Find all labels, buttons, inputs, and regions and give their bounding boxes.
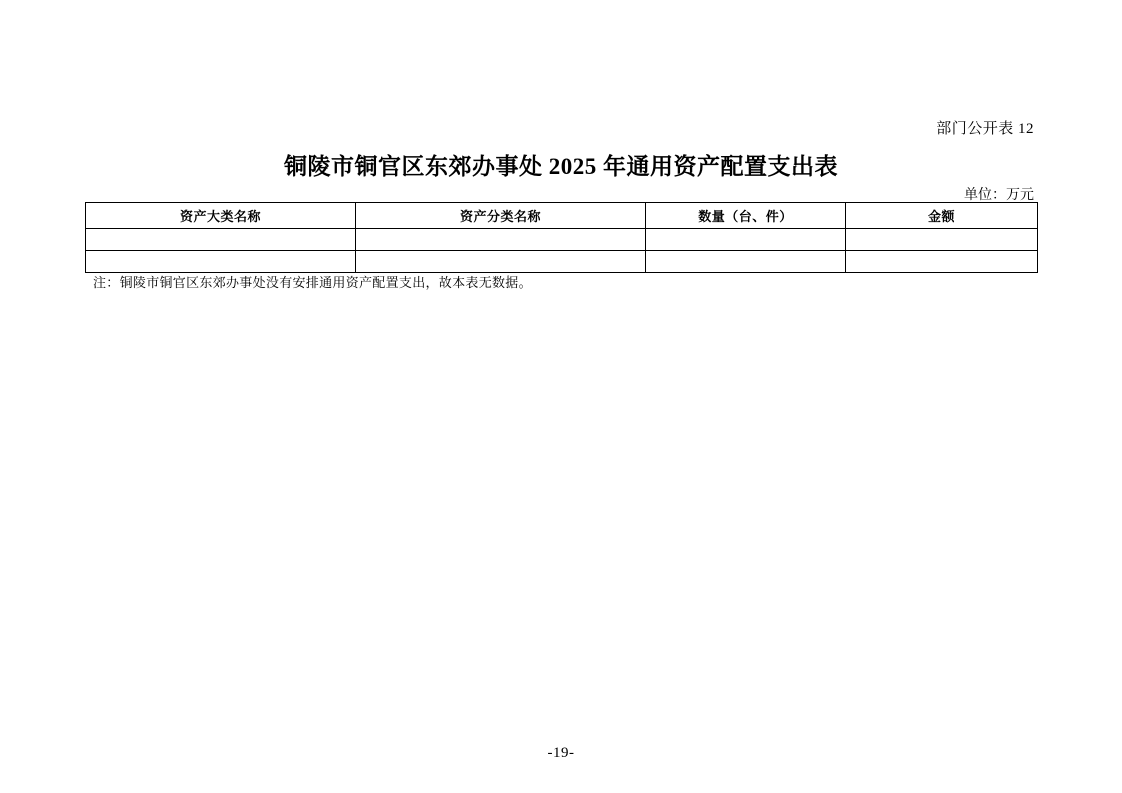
page-number: -19- (547, 745, 575, 761)
form-label: 部门公开表 12 (936, 121, 1034, 137)
cell-amount (846, 229, 1038, 251)
cell-asset-major-category (86, 251, 356, 273)
table-row (86, 229, 1038, 251)
table-body (86, 229, 1038, 273)
column-header-asset-sub-category: 资产分类名称 (356, 203, 646, 229)
page-title: 铜陵市铜官区东郊办事处 2025 年通用资产配置支出表 (284, 154, 838, 179)
asset-table-container (85, 202, 1037, 273)
column-header-quantity: 数量（台、件） (646, 203, 846, 229)
cell-amount (846, 251, 1038, 273)
cell-asset-sub-category (356, 229, 646, 251)
table-header-row (86, 203, 1038, 229)
cell-asset-sub-category (356, 251, 646, 273)
column-header-amount: 金额 (846, 203, 1038, 229)
table-note: 注：铜陵市铜官区东郊办事处没有安排通用资产配置支出，故本表无数据。 (93, 275, 532, 290)
cell-quantity (646, 229, 846, 251)
asset-allocation-table (85, 202, 1038, 273)
table-row (86, 251, 1038, 273)
cell-quantity (646, 251, 846, 273)
cell-asset-major-category (86, 229, 356, 251)
table-header (86, 203, 1038, 229)
column-header-asset-major-category: 资产大类名称 (86, 203, 356, 229)
unit-note: 单位：万元 (964, 188, 1034, 203)
